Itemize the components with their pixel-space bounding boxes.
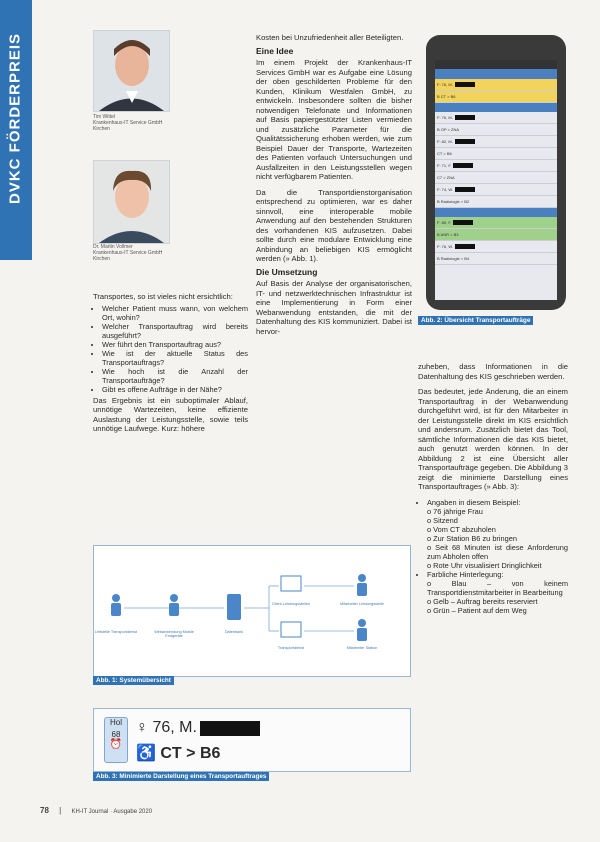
- col1-intro: Transportes, so ist vieles nicht ersichtlich:: [93, 292, 233, 301]
- author-photo-2: [93, 160, 170, 244]
- list-item: o Gelb – Auftrag bereits reserviert: [427, 596, 538, 606]
- author-caption-1: [93, 114, 173, 132]
- section-bar: [435, 208, 557, 217]
- footer-source: KH-IT Journal · Ausgabe 2020: [71, 809, 153, 815]
- portrait-image: [94, 161, 169, 243]
- list-item: F: 76, M.: [435, 79, 557, 91]
- list-item: o Zur Station B6 zu bringen: [427, 533, 517, 543]
- tab-bar: [435, 69, 557, 79]
- phone-screen: [435, 60, 557, 300]
- author-photo-1: [93, 30, 170, 112]
- figure-3-label: Abb. 3: Minimierte Darstellung eines Transportauftrages: [93, 772, 269, 781]
- section-heading: Die Umsetzung: [256, 266, 318, 277]
- diagram-node: Leitstelle Transportdienst: [94, 630, 138, 634]
- list-item: F: 76, M.: [435, 112, 557, 124]
- list-item: B Radiologie > B4: [435, 253, 557, 265]
- diagram-node: Datenbank: [224, 630, 244, 634]
- badge-minutes: 68: [111, 730, 121, 739]
- col1-bullet-list: [93, 304, 248, 394]
- column-1: [93, 292, 248, 434]
- diagram-node: Webanwendung Mobile Endgeräte: [154, 630, 194, 638]
- list-item: • Farbliche Hinterlegung:: [427, 570, 568, 579]
- badge-label: Hol: [109, 718, 122, 727]
- list-item: F: 82, M.: [435, 136, 557, 148]
- figure-1-label: Abb. 1: Systemübersicht: [93, 676, 174, 685]
- hol-badge: [104, 717, 128, 763]
- list-item: o Seit 68 Minuten ist diese Anforderung zum Abholen offen: [427, 542, 568, 561]
- list-item: C7 > ZNA: [435, 172, 557, 184]
- list-item: B Radiologie > B2: [435, 196, 557, 208]
- page-number: 78: [40, 806, 49, 815]
- diagram-node: Transportdienst: [277, 646, 305, 650]
- figure-2-label: Abb. 2: Übersicht Transportaufträge: [418, 316, 533, 325]
- page-footer: [40, 806, 152, 815]
- author-role: Krankenhaus-IT Service GmbH: [93, 120, 163, 126]
- column-3: [418, 362, 568, 617]
- author-name: Dr. Martin Vollmer: [93, 244, 133, 250]
- system-diagram: [94, 546, 410, 676]
- col1-outro: Das Ergebnis ist ein suboptimaler Ablauf, unnötige Wartezeiten, keine effiziente Auslastung der Leistungsstelle, sowie teils unnötige Laufwege. Kurz: höhere: [93, 395, 248, 433]
- status-bar: [435, 60, 557, 69]
- column-2: [256, 33, 412, 336]
- list-item: • Wie ist der aktuelle Status des Transportauftrags?: [102, 349, 248, 367]
- list-item: • Wie hoch ist die Anzahl der Transportaufträge?: [102, 367, 248, 385]
- alarm-clock-icon: ⏰: [109, 739, 123, 750]
- sidebar-banner: [0, 0, 32, 260]
- list-item: o Grün – Patient auf dem Weg: [427, 605, 527, 615]
- route-line: [136, 743, 220, 763]
- list-item: o Sitzend: [427, 515, 458, 525]
- list-item: • Welcher Transportauftrag wird bereits ausgeführt?: [102, 322, 248, 340]
- list-item: o Vom CT abzuholen: [427, 524, 496, 534]
- author-city: Kirchen: [93, 126, 110, 132]
- author-city: Kirchen: [93, 256, 110, 262]
- col2-paragraph: Da die Transportdienstorganisation entsprechend zu optimieren, war es daher sinnvoll, eine interoperable mobile Anwendung auf den bestehenden Strukturen des vorhandenen KIS aufzusetzen. Dabei sollte durch eine modulare Entwicklung eine Anbindung an beliebigen KIS ermöglicht werden (» Abb. 1).: [256, 187, 412, 263]
- wheelchair-icon: ♿: [136, 745, 156, 762]
- figure-3-frame: [93, 708, 411, 772]
- list-item: o Blau – von keinem Transportdienstmitarbeiter in Bearbeitung: [427, 578, 568, 597]
- author-name: Tim Wittel: [93, 114, 116, 120]
- list-item: F: 76, W.: [435, 241, 557, 253]
- list-item: CT > B6: [435, 148, 557, 160]
- redacted-name: [200, 721, 260, 736]
- col2-paragraph: Im einem Projekt der Krankenhaus-IT Services GmbH war es Aufgabe eine Lösung der oben geschilderten Probleme für den Kunden, Klinikum Westfalen GmbH, zu entwickeln. Insbesondere sollten die bisher notwendigen Telefonate und Informationen auf Basis papiergestützter Listen vermieden und zusätzliche Parameter für die Qualitätssicherung erhoben werden, wie zum Beispiel Dauer der Transporte, Wartezeiten des Patienten vorfauch Untersuchungen und Ausfallzeiten in den Leistungsstellen wegen nicht verfügbarem Patienten.: [256, 58, 412, 181]
- col3-paragraph: Das bedeutet, jede Änderung, die an einem Transportauftrag in der Webanwendung durchgeführt wird, ist für den Mitarbeiter in der Leistungsstelle direkt im KIS ersichtlich und andersrum. Zusätzlich bietet das Tool, sämtliche Informationen die das KIS bietet, auch genutzt werden können. In der Abbildung 2 ist eine Übersicht aller Transportaufträge gegeben. Die Abbildung 3 zeigt die minimierte Darstellung eines Transportauftrages (» Abb. 3):: [418, 387, 568, 491]
- list-item: F: 71, F.: [435, 160, 557, 172]
- section-heading: Eine Idee: [256, 45, 294, 56]
- list-item: • Gibt es offene Aufträge in der Nähe?: [102, 385, 248, 394]
- portrait-image: [94, 31, 169, 111]
- figure-1-frame: [93, 545, 411, 677]
- list-item: • Angaben in diesem Beispiel:: [427, 498, 568, 507]
- sidebar-title: DVKC FÖRDERPREIS: [6, 32, 24, 205]
- col2-paragraph: Auf Basis der Analyse der organisatorischen, IT- und netzwerktechnischen Infrastruktur ist eine Implementierung in Form einer Webanwendung entstanden, die mit der Datenhaltung des KIS kommuniziert. Dabei ist hervor-: [256, 279, 412, 336]
- list-item: o Rote Uhr visualisiert Dringlichkeit: [427, 560, 542, 570]
- list-item: B ANR > B3: [435, 229, 557, 241]
- patient-info: ♀ 76, M.: [136, 719, 197, 736]
- list-item: B OP > ZNA: [435, 124, 557, 136]
- list-item: o 76 jährige Frau: [427, 506, 483, 516]
- author-role: Krankenhaus-IT Service GmbH: [93, 250, 163, 256]
- patient-line: [136, 719, 260, 737]
- list-item: F: 74, W.: [435, 184, 557, 196]
- footer-divider: |: [59, 806, 62, 815]
- col3-bullet-list: [418, 498, 568, 615]
- list-item: • Welcher Patient muss wann, von welchem Ort, wohin?: [102, 304, 248, 322]
- col2-paragraph: Kosten bei Unzufriedenheit aller Beteiligten.: [256, 33, 404, 42]
- col3-paragraph: zuheben, dass Informationen in die Datenhaltung des KIS geschrieben werden.: [418, 362, 568, 381]
- diagram-node: Mitarbeiter Leistungsstelle: [339, 602, 385, 606]
- list-item: B CT > B6: [435, 91, 557, 103]
- diagram-node: Client-Leistungsstellen: [271, 602, 311, 606]
- route-text: CT > B6: [160, 745, 221, 762]
- section-bar: [435, 103, 557, 112]
- diagram-node: Mitarbeiter Station: [346, 646, 378, 650]
- list-item: • Wer führt den Transportauftrag aus?: [102, 340, 248, 349]
- list-item: F: 85, F.: [435, 217, 557, 229]
- author-caption-2: [93, 244, 173, 262]
- phone-mockup: [426, 35, 566, 310]
